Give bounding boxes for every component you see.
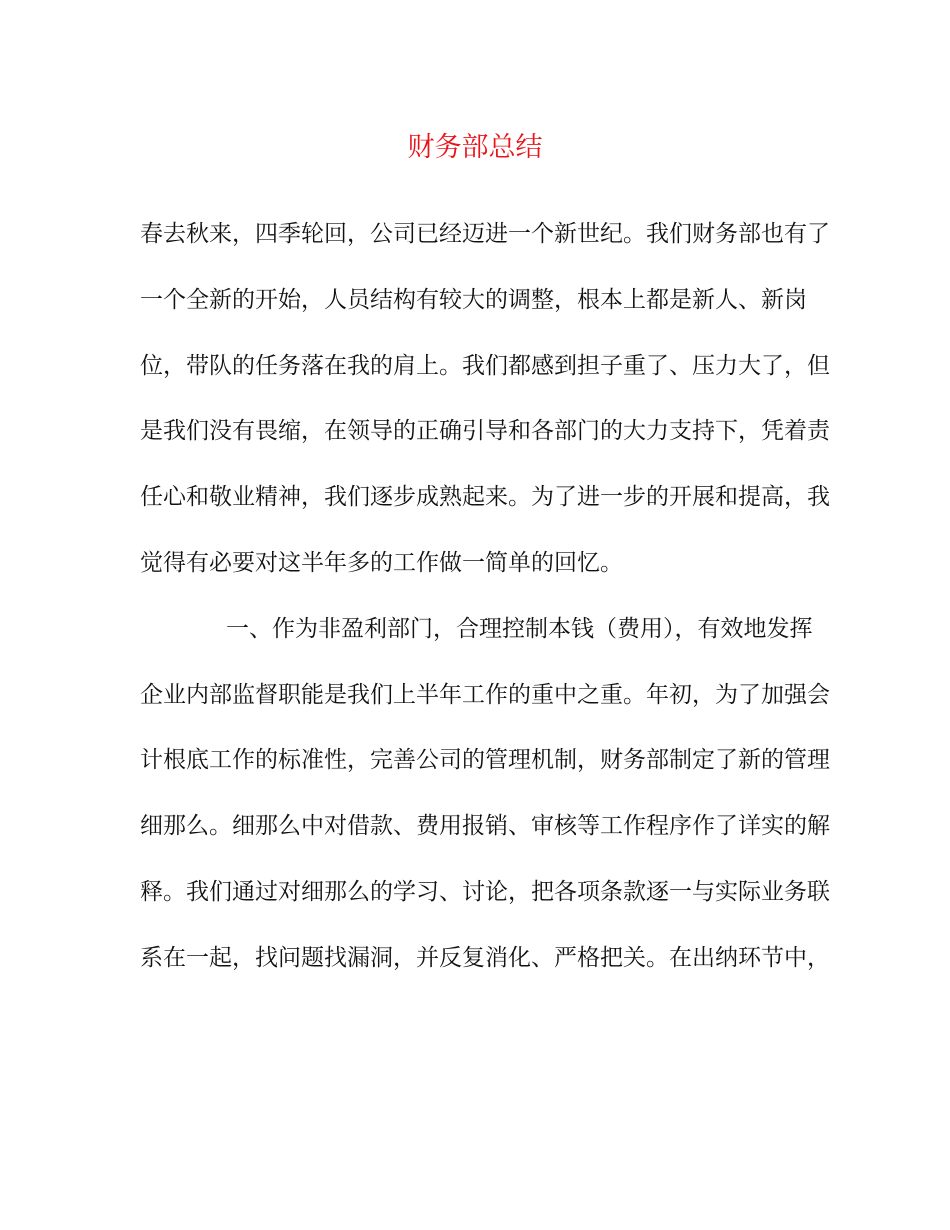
paragraph-line: 系在一起，找问题找漏洞，并反复消化、严格把关。在出纳环节中， [140, 944, 830, 971]
paragraph-line: 企业内部监督职能是我们上半年工作的重中之重。年初，为了加强会 [140, 681, 830, 708]
paragraph-line: 计根底工作的标准性，完善公司的管理机制，财务部制定了新的管理 [140, 747, 830, 774]
paragraph-line: 一个全新的开始，人员结构有较大的调整，根本上都是新人、新岗 [140, 286, 807, 313]
paragraph-line: 春去秋来，四季轮回，公司已经迈进一个新世纪。我们财务部也有了 [140, 221, 830, 247]
paragraph-line: 觉得有必要对这半年多的工作做一简单的回忆。 [140, 549, 623, 576]
paragraph-line: 任心和敬业精神，我们逐步成熟起来。为了进一步的开展和提高，我 [140, 484, 830, 511]
paragraph-line: 是我们没有畏缩，在领导的正确引导和各部门的大力支持下，凭着责 [140, 418, 830, 445]
paragraph-line: 释。我们通过对细那么的学习、讨论，把各项条款逐一与实际业务联 [140, 878, 830, 905]
document-title: 财务部总结 [407, 132, 543, 163]
document-body [140, 206, 830, 996]
paragraph-line: 位，带队的任务落在我的肩上。我们都感到担子重了、压力大了，但 [140, 352, 830, 379]
paragraph-line: 细那么。细那么中对借款、费用报销、审核等工作程序作了详实的解 [140, 813, 830, 840]
section-one-first-line: 一、作为非盈利部门，合理控制本钱（费用），有效地发挥 [226, 615, 813, 642]
